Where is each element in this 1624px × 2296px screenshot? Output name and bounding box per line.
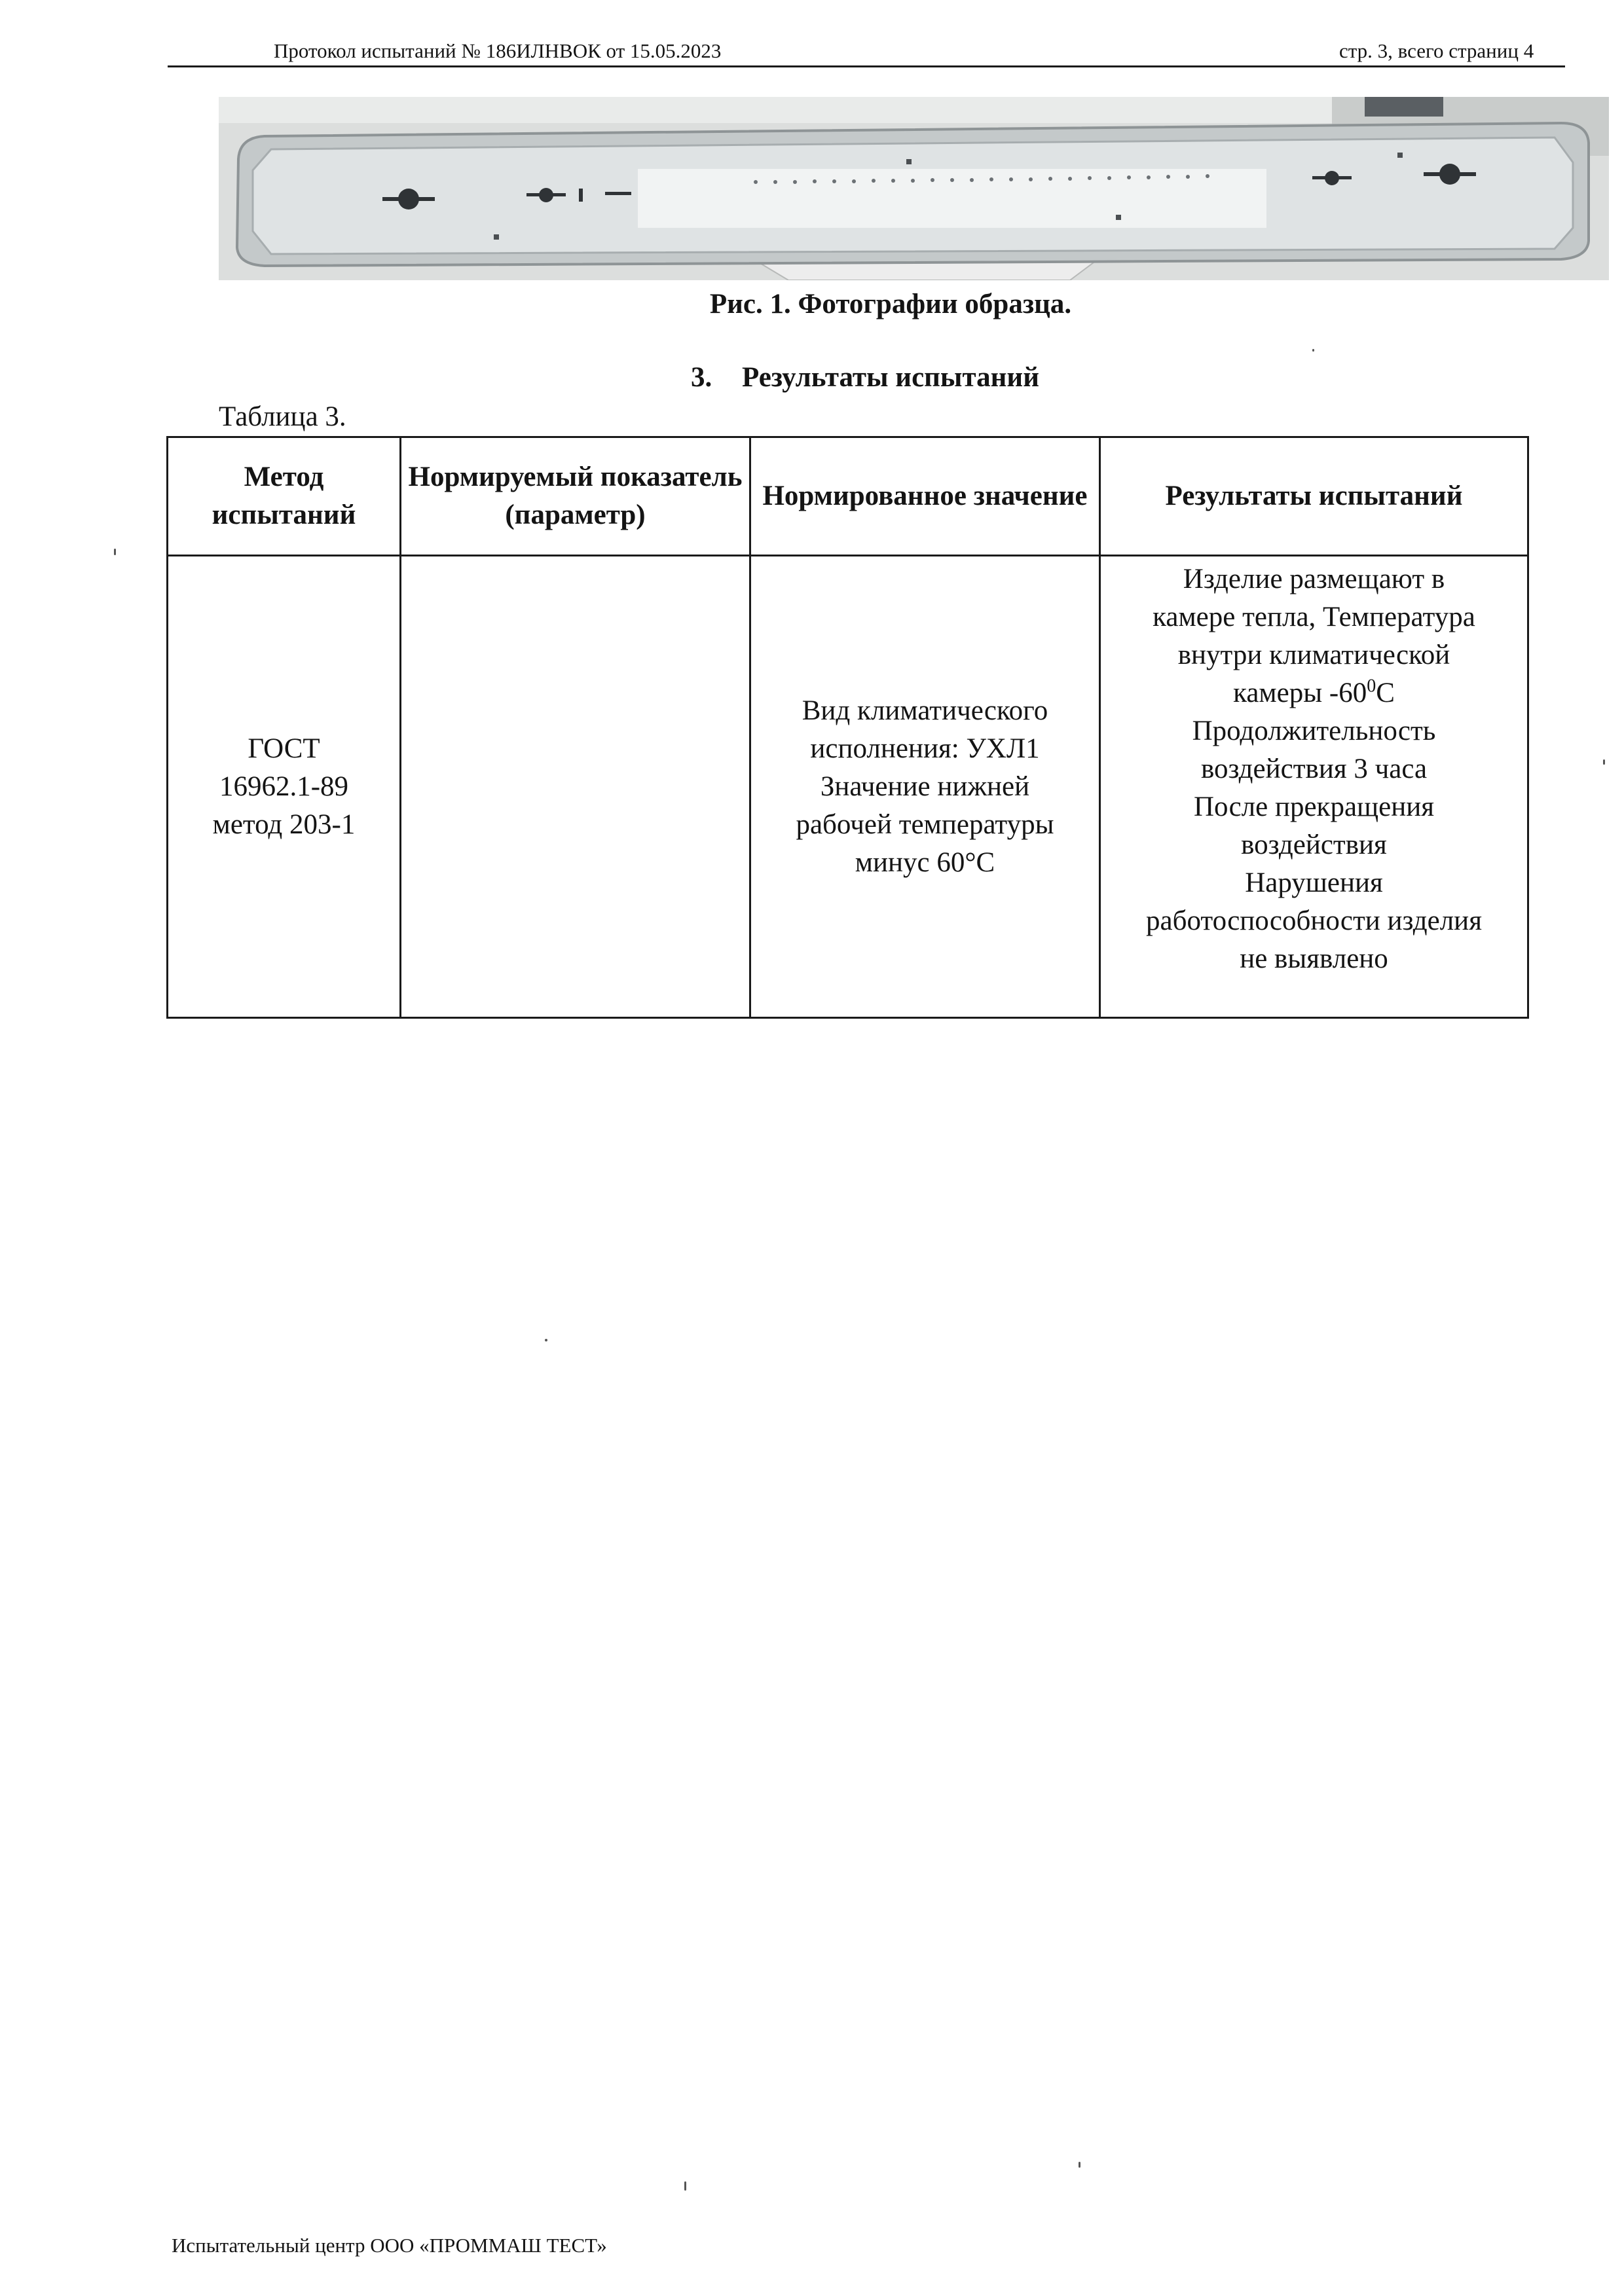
scan-speck <box>1312 349 1314 352</box>
result-line: Изделие размещают в <box>1183 564 1445 594</box>
method-line: 16962.1-89 <box>219 771 349 802</box>
luminaire-illustration <box>219 97 1609 280</box>
result-line: воздействия <box>1241 829 1387 860</box>
header-method: Метод испытаний <box>168 437 401 556</box>
method-line: метод 203-1 <box>212 809 356 840</box>
table-label: Таблица 3. <box>219 401 346 432</box>
result-line: воздействия 3 часа <box>1200 754 1428 784</box>
result-line-temperature <box>1107 674 1521 712</box>
results-table <box>166 436 1527 1019</box>
result-line: не выявлено <box>1240 943 1388 974</box>
sample-photo <box>219 97 1609 280</box>
cell-result <box>1100 556 1528 1018</box>
norm-line: исполнения: УХЛ1 <box>810 733 1040 764</box>
scan-speck <box>1079 2162 1080 2168</box>
scan-speck <box>1603 759 1605 765</box>
temperature-text: камеры -60 <box>1233 678 1367 708</box>
page-number: стр. 3, всего страниц 4 <box>1339 39 1534 62</box>
norm-line: рабочей температуры <box>796 809 1054 840</box>
temperature-unit: С <box>1376 678 1395 708</box>
result-line: Нарушения <box>1245 867 1383 898</box>
section-number: 3. <box>691 362 712 393</box>
degree-superscript: 0 <box>1367 676 1376 697</box>
table-row <box>168 556 1528 1018</box>
table-header-row <box>168 437 1528 556</box>
norm-line: Вид климатического <box>802 695 1048 726</box>
section-heading <box>691 361 1039 393</box>
protocol-header: Протокол испытаний № 186ИЛНВОК от 15.05.2023 <box>274 39 722 62</box>
page-footer: Испытательный центр ООО «ПРОММАШ ТЕСТ» <box>172 2234 607 2257</box>
norm-line: минус 60°С <box>855 847 995 878</box>
result-line: работоспособности изделия <box>1146 905 1482 936</box>
scan-speck <box>545 1339 547 1341</box>
cell-norm <box>750 556 1100 1018</box>
cell-method <box>168 556 401 1018</box>
header-rule <box>168 65 1565 67</box>
header-parameter: Нормируемый показатель (параметр) <box>401 437 750 556</box>
result-line: камере тепла, Температура <box>1153 602 1475 632</box>
header-result: Результаты испытаний <box>1100 437 1528 556</box>
header-norm: Нормированное значение <box>750 437 1100 556</box>
method-line: ГОСТ <box>248 733 320 764</box>
cell-parameter <box>401 556 750 1018</box>
result-line: После прекращения <box>1193 792 1435 822</box>
norm-line: Значение нижней <box>820 771 1030 802</box>
result-line: Продолжительность <box>1192 716 1436 746</box>
result-line: внутри климатической <box>1177 640 1450 670</box>
figure-caption: Рис. 1. Фотографии образца. <box>709 289 1072 319</box>
scan-speck <box>114 549 116 555</box>
scan-speck <box>684 2181 686 2191</box>
section-title: Результаты испытаний <box>742 362 1039 393</box>
